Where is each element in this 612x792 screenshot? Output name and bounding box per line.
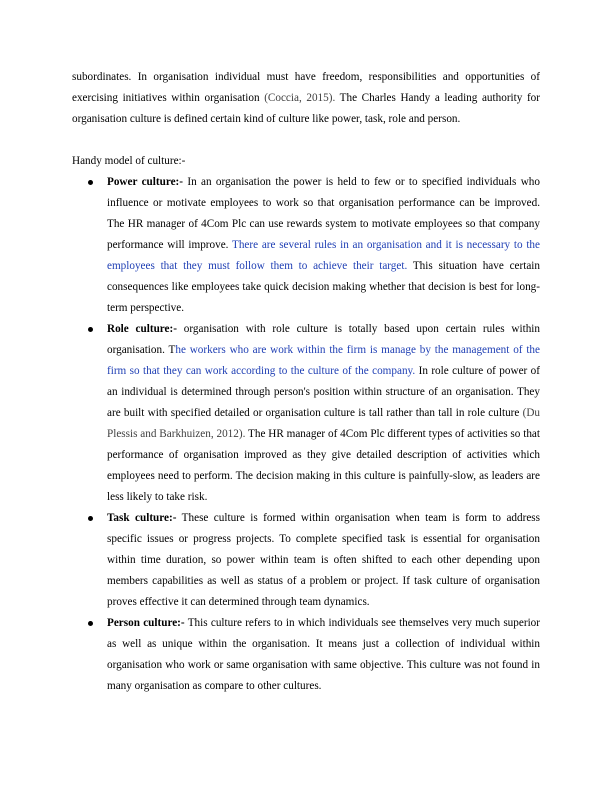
list-item-task-culture [72, 508, 540, 613]
list-item-person-culture [72, 613, 540, 697]
role-culture-text-continued: In role culture of power of an individual is determined through person's position within structure of an organisation. They are built with specified detailed or organisation culture is tall rather than tall in role culture [107, 365, 540, 419]
role-culture-highlight: he workers who are work within the firm is manage by the management of the firm so that they can work according to the culture of the company. [107, 344, 540, 377]
task-culture-text: These culture is formed within organisation when team is form to address specific issues or progress projects. To complete specified task is essential for organisation within time duration, so power within team is often shifted to each other depending upon members capabilities as well as status of a problem or project. If task culture of organisation proves effective it can determined through team dynamics. [107, 512, 540, 608]
intro-text: subordinates. In organisation individual must have freedom, responsibilities and opportunities of exercising initiatives within organisation [72, 71, 540, 104]
list-item-power-culture [72, 172, 540, 319]
bullet-icon [88, 621, 93, 626]
term-role-culture: Role culture:- [107, 323, 177, 335]
term-power-culture: Power culture:- [107, 176, 184, 188]
term-task-culture: Task culture:- [107, 512, 177, 524]
person-culture-text: This culture refers to in which individuals see themselves very much superior as well as unique within the organisation. It means just a collection of individual within organisation who work or same organisation with same objective. This culture was not found in many organisation as compare to other cultures. [107, 617, 540, 692]
power-culture-text: In an organisation the power is held to few or to specified individuals who influence or motivate employees to work so that organisation performance can be improved. The HR manager of 4Com Plc can use rewards system to motivate employees so that company performance will improve. [107, 176, 540, 251]
power-culture-text-continued: This situation have certain consequences like employees take quick decision making whether that decision is best for long-term perspective. [107, 260, 541, 314]
intro-text-continued: The Charles Handy a leading authority for organisation culture is defined certain kind of culture like power, task, role and person. [72, 92, 540, 125]
intro-citation: (Coccia, 2015). [264, 92, 336, 104]
intro-paragraph [72, 67, 540, 130]
term-person-culture: Person culture:- [107, 617, 185, 629]
bullet-icon [88, 327, 93, 332]
role-culture-text-end: The HR manager of 4Com Plc different types of activities so that performance of organisation improved as they give detailed description of activities which employees need to perform. The decision making in this culture is painfully-slow, as leaders are less likely to take risk. [107, 428, 540, 503]
bullet-icon [88, 516, 93, 521]
role-culture-citation: (Du Plessis and Barkhuizen, 2012). [107, 407, 540, 440]
culture-list [72, 172, 540, 697]
section-heading: Handy model of culture:- [72, 155, 186, 167]
role-culture-text: organisation with role culture is totally based upon certain rules within organisation. T [107, 323, 540, 356]
power-culture-highlight: There are several rules in an organisation and it is necessary to the employees that they must follow them to achieve their target. [107, 239, 540, 272]
bullet-icon [88, 180, 93, 185]
list-item-role-culture [72, 319, 540, 508]
